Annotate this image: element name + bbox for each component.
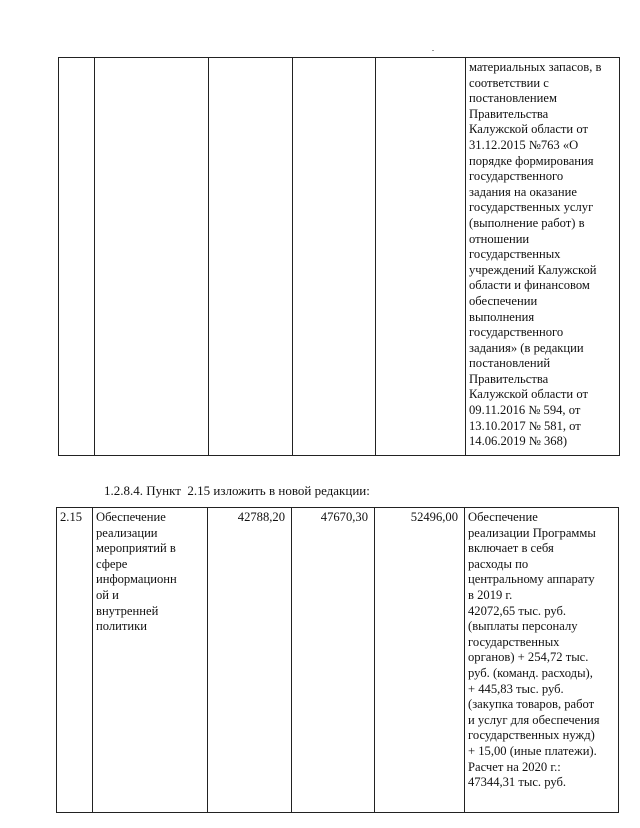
- cell-value-1: [209, 58, 293, 456]
- cell-number: [57, 508, 93, 813]
- value-1: 42788,20: [237, 510, 285, 524]
- table-row: [59, 58, 620, 456]
- description-text: Обеспечение реализации Программы включает в себя расходы по центральному аппарату в 2019 г. 42072,65 тыс. руб. (выплаты персоналу государственных органов) + 254,72 тыс. руб. (команд. расходы), + 445,83 тыс. руб. (закупка товаров, работ и услуг для обеспечения государственных нужд) + 15,00 (иные платежи). Расчет на 2020 г.: 47344,31 тыс. руб.: [468, 510, 600, 790]
- value-3: 52496,00: [410, 510, 458, 524]
- cell-value-3: [376, 58, 466, 456]
- cell-number: [59, 58, 95, 456]
- cell-name: [93, 508, 208, 813]
- value-2: 47670,30: [320, 510, 368, 524]
- cell-value-3: [375, 508, 465, 813]
- cell-value-2: [292, 508, 375, 813]
- item-2-15-table: [56, 507, 619, 813]
- cell-name: [95, 58, 209, 456]
- cell-description: [466, 58, 620, 456]
- item-name: Обеспечение реализации мероприятий в сфере информационн ой и внутренней политики: [96, 510, 177, 634]
- table-row: [57, 508, 619, 813]
- item-number: 2.15: [60, 510, 83, 524]
- cell-value-1: [208, 508, 292, 813]
- cell-value-2: [293, 58, 376, 456]
- amendment-paragraph: 1.2.8.4. Пункт 2.15 изложить в новой редакции:: [104, 483, 370, 498]
- scan-speck: [432, 50, 434, 51]
- continued-table: [58, 57, 620, 456]
- cell-description: [465, 508, 619, 813]
- description-text: материальных запасов, в соответствии с постановлением Правительства Калужской области от 31.12.2015 №763 «О порядке формирования государственного задания на оказание государственных услуг (выполнение работ) в отношении государственных учреждений Калужской области и финансовом обеспечении выполнения государственного задания» (в редакции постановлений Правительства Калужской области от 09.11.2016 № 594, от 13.10.2017 № 581, от 14.06.2019 № 368): [469, 60, 602, 449]
